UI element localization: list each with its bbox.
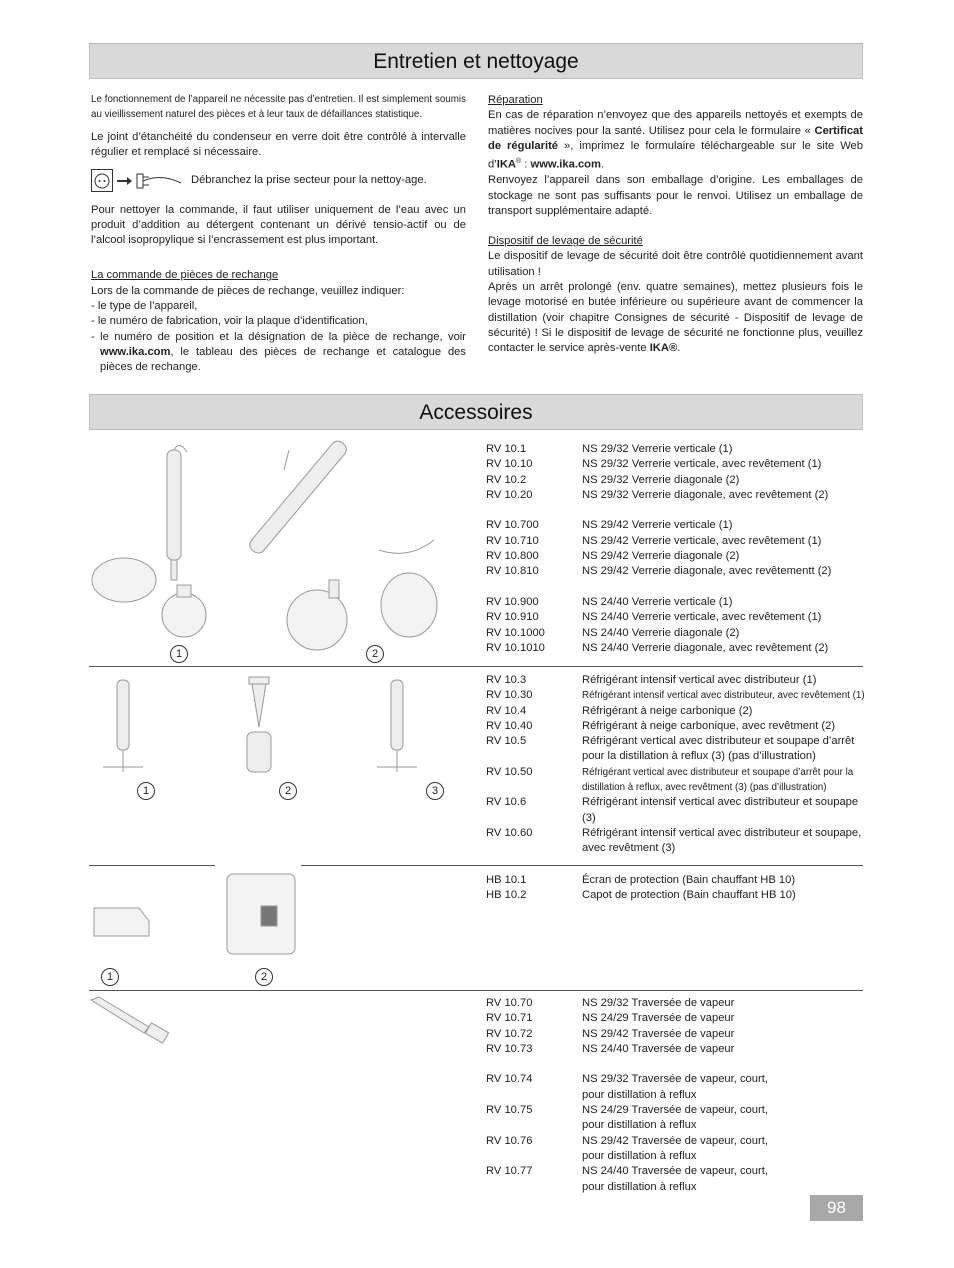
table-row: RV 10.50 Réfrigérant vertical avec distributeur et soupape d’arrêt pour la distillation à reflux, avec revêtment (3) (pas d’illustration): [486, 765, 854, 794]
condenser-illustration: [89, 672, 469, 792]
lift-paragraph-2: Après un arrêt prolongé (env. quatre semaines), mettez plusieurs fois le levage motorisé en butée inférieure ou supérieure avant de commencer la distillation (voir chapitre Consignes de sécurité - Dispositif de levage de sécurité) ! Si le dispositif de levage de sécurité ne fonctionne plus, veuillez contacter le service après-vente IKA®.: [488, 281, 863, 355]
ika-link-repair[interactable]: www.ika.com: [530, 158, 601, 171]
label-3: 3: [426, 782, 444, 800]
section-title-entretien: Entretien et nettoyage: [89, 43, 863, 79]
label-1: 1: [101, 968, 119, 986]
table-vapor-ducts: [486, 996, 867, 1195]
table-row: RV 10.5 Réfrigérant vertical avec distributeur et soupape d’arrêt pour la distillation à reflux (3) (pas d’illustration): [486, 735, 855, 763]
paragraph-cleaning: Pour nettoyer la commande, il faut utiliser uniquement de l’eau avec un produit d’addition au détergent contenant un dérivé tensio-actif ou de l’alcool isopropylique si l’encrassement est plus important.: [91, 203, 466, 247]
table-glassware: [486, 442, 867, 656]
table-row: RV 10.60 Réfrigérant intensif vertical avec distributeur et soupape, avec revêtment (3): [486, 826, 862, 855]
table-row: RV 10.40 Réfrigérant à neige carbonique, avec revêtment (2): [486, 719, 836, 732]
table-row: RV 10.73 NS 24/40 Traversée de vapeur: [486, 1042, 735, 1055]
section-title-accessoires: Accessoires: [89, 394, 863, 430]
table-row: RV 10.10 NS 29/32 Verrerie verticale, avec revêtement (1): [486, 458, 822, 471]
table-row: RV 10.1000 NS 24/40 Verrerie diagonale (2): [486, 626, 740, 639]
unplug-icon: [91, 169, 183, 193]
ika-link[interactable]: www.ika.com: [100, 345, 171, 358]
spare-intro: Lors de la commande de pièces de rechange, veuillez indiquer:: [91, 284, 405, 297]
table-row: RV 10.800 NS 29/42 Verrerie diagonale (2): [486, 550, 740, 563]
table-row: RV 10.900 NS 24/40 Verrerie verticale (1): [486, 595, 733, 608]
right-column: [488, 93, 863, 356]
table-row: RV 10.74 NS 29/32 Traversée de vapeur, court, pour distillation à reflux: [486, 1073, 768, 1101]
table-row: RV 10.71 NS 24/29 Traversée de vapeur: [486, 1012, 735, 1025]
table-row: RV 10.20 NS 29/32 Verrerie diagonale, avec revêtement (2): [486, 488, 829, 501]
spare-item-1: - le type de l’appareil,: [91, 300, 198, 313]
divider: [89, 990, 863, 991]
divider: [301, 865, 863, 866]
paragraph-maintenance: Le fonctionnement de l’appareil ne nécessite pas d’entretien. Il est simplement soumis au vieillissement naturel des pièces et à leur taux de défaillances statistique.: [91, 94, 466, 120]
label-2: 2: [279, 782, 297, 800]
label-1: 1: [170, 645, 188, 663]
spare-heading: La commande de pièces de rechange: [91, 269, 279, 282]
unplug-text: Débranchez la prise secteur pour la nettoy-age.: [191, 173, 427, 186]
table-row: RV 10.3 Réfrigérant intensif vertical avec distributeur (1): [486, 674, 817, 686]
lift-heading: Dispositif de levage de sécurité: [488, 235, 643, 248]
paragraph-seal: Le joint d’étanchéité du condenseur en verre doit être contrôlé à intervalle régulier et remplacé si nécessaire.: [91, 131, 466, 159]
label-1: 1: [137, 782, 155, 800]
left-column: [91, 93, 466, 376]
table-condensers: [486, 673, 867, 857]
page-number: 98: [810, 1195, 863, 1221]
vapor-duct-illustration: [89, 995, 179, 1055]
glassware-illustration: [89, 440, 469, 665]
table-shields: [486, 873, 867, 904]
table-row: RV 10.72 NS 29/42 Traversée de vapeur: [486, 1027, 735, 1040]
spare-item-2: - le numéro de fabrication, voir la plaque d’identification,: [91, 315, 368, 328]
table-row: HB 10.1 Écran de protection (Bain chauffant HB 10): [486, 874, 796, 886]
table-row: RV 10.4 Réfrigérant à neige carbonique (2): [486, 704, 753, 717]
table-row: RV 10.76 NS 29/42 Traversée de vapeur, court, pour distillation à reflux: [486, 1134, 768, 1162]
repair-paragraph: En cas de réparation n’envoyez que des appareils nettoyés et exempts de matières nocives pour la santé. Utilisez pour cela le formulaire « Certificat de régularité », imprimez le formulaire téléchargeable sur le site Web d’IKA® : www.ika.com.: [488, 109, 863, 171]
table-row: RV 10.2 NS 29/32 Verrerie diagonale (2): [486, 473, 740, 486]
table-row: RV 10.710 NS 29/42 Verrerie verticale, avec revêtement (1): [486, 534, 822, 547]
table-row: RV 10.700 NS 29/42 Verrerie verticale (1): [486, 519, 733, 532]
divider: [89, 666, 863, 667]
shield-illustration: [89, 866, 309, 966]
table-row: RV 10.77 NS 24/40 Traversée de vapeur, court, pour distillation à reflux: [486, 1165, 768, 1193]
table-row: RV 10.75 NS 24/29 Traversée de vapeur, court, pour distillation à reflux: [486, 1104, 768, 1132]
table-row: RV 10.6 Réfrigérant intensif vertical avec distributeur et soupape (3): [486, 796, 859, 824]
table-row: RV 10.1 NS 29/32 Verrerie verticale (1): [486, 443, 733, 455]
table-row: RV 10.70 NS 29/32 Traversée de vapeur: [486, 997, 735, 1009]
lift-paragraph-1: Le dispositif de levage de sécurité doit être contrôlé quotidiennement avant utilisation !: [488, 250, 863, 278]
table-row: HB 10.2 Capot de protection (Bain chauffant HB 10): [486, 889, 796, 902]
label-2: 2: [366, 645, 384, 663]
table-row: RV 10.810 NS 29/42 Verrerie diagonale, avec revêtementt (2): [486, 565, 832, 578]
repair-packaging: Renvoyez l’appareil dans son emballage d’origine. Les emballages de stockage ne sont pas suffisants pour le renvoi. Utilisez un emballage de transport supplémentaire adapté.: [488, 174, 863, 217]
repair-heading: Réparation: [488, 94, 543, 106]
unplug-notice: [91, 169, 466, 193]
table-row: RV 10.910 NS 24/40 Verrerie verticale, avec revêtement (1): [486, 611, 822, 624]
table-row: RV 10.1010 NS 24/40 Verrerie diagonale, avec revêtement (2): [486, 641, 829, 654]
table-row: RV 10.30 Réfrigérant intensif vertical avec distributeur, avec revêtement (1): [486, 689, 865, 702]
label-2: 2: [255, 968, 273, 986]
spare-item-3: - le numéro de position et la désignation de la pièce de rechange, voir www.ika.com, le tableau des pièces de rechange et catalogue des pièces de rechange.: [91, 330, 466, 374]
